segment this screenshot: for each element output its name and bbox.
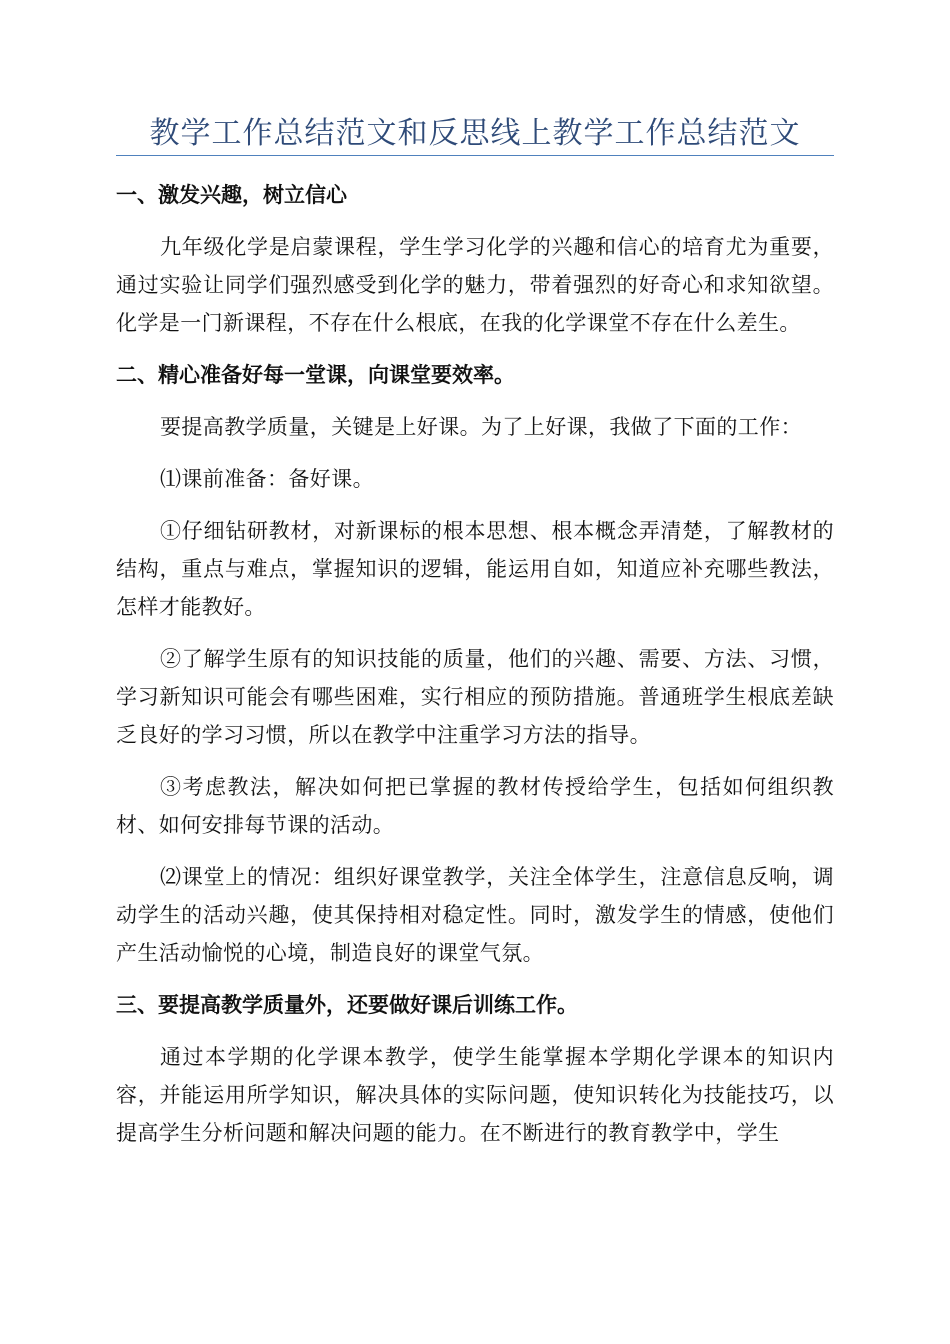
document-body: [116, 176, 834, 1152]
paragraph: ③考虑教法，解决如何把已掌握的教材传授给学生，包括如何组织教材、如何安排每节课的活动。: [116, 775, 834, 837]
paragraph: 九年级化学是启蒙课程，学生学习化学的兴趣和信心的培育尤为重要，通过实验让同学们强烈感受到化学的魅力，带着强烈的好奇心和求知欲望。化学是一门新课程，不存在什么根底，在我的化学课堂不存在什么差生。: [116, 235, 834, 335]
document-title: 教学工作总结范文和反思线上教学工作总结范文: [149, 116, 801, 151]
paragraph: 要提高教学质量，关键是上好课。为了上好课，我做了下面的工作：: [160, 415, 802, 439]
paragraph: ⑵课堂上的情况：组织好课堂教学，关注全体学生，注意信息反响，调动学生的活动兴趣，使其保持相对稳定性。同时，激发学生的情感，使他们产生活动愉悦的心境，制造良好的课堂气氛。: [116, 865, 834, 965]
paragraph: ⑴课前准备：备好课。: [160, 467, 374, 491]
section-heading-2: 二、精心准备好每一堂课，向课堂要效率。: [116, 363, 515, 387]
title-underline: [116, 155, 834, 156]
paragraph: ②了解学生原有的知识技能的质量，他们的兴趣、需要、方法、习惯，学习新知识可能会有哪些困难，实行相应的预防措施。普通班学生根底差缺乏良好的学习习惯，所以在教学中注重学习方法的指导。: [116, 647, 834, 747]
paragraph: 通过本学期的化学课本教学，使学生能掌握本学期化学课本的知识内容，并能运用所学知识，解决具体的实际问题，使知识转化为技能技巧，以提高学生分析问题和解决问题的能力。在不断进行的教育教学中，学生: [116, 1045, 834, 1145]
section-heading-1: 一、激发兴趣，树立信心: [116, 183, 347, 207]
paragraph: ①仔细钻研教材，对新课标的根本思想、根本概念弄清楚，了解教材的结构，重点与难点，掌握知识的逻辑，能运用自如，知道应补充哪些教法，怎样才能教好。: [116, 519, 834, 619]
section-heading-3: 三、要提高教学质量外，还要做好课后训练工作。: [116, 993, 578, 1017]
